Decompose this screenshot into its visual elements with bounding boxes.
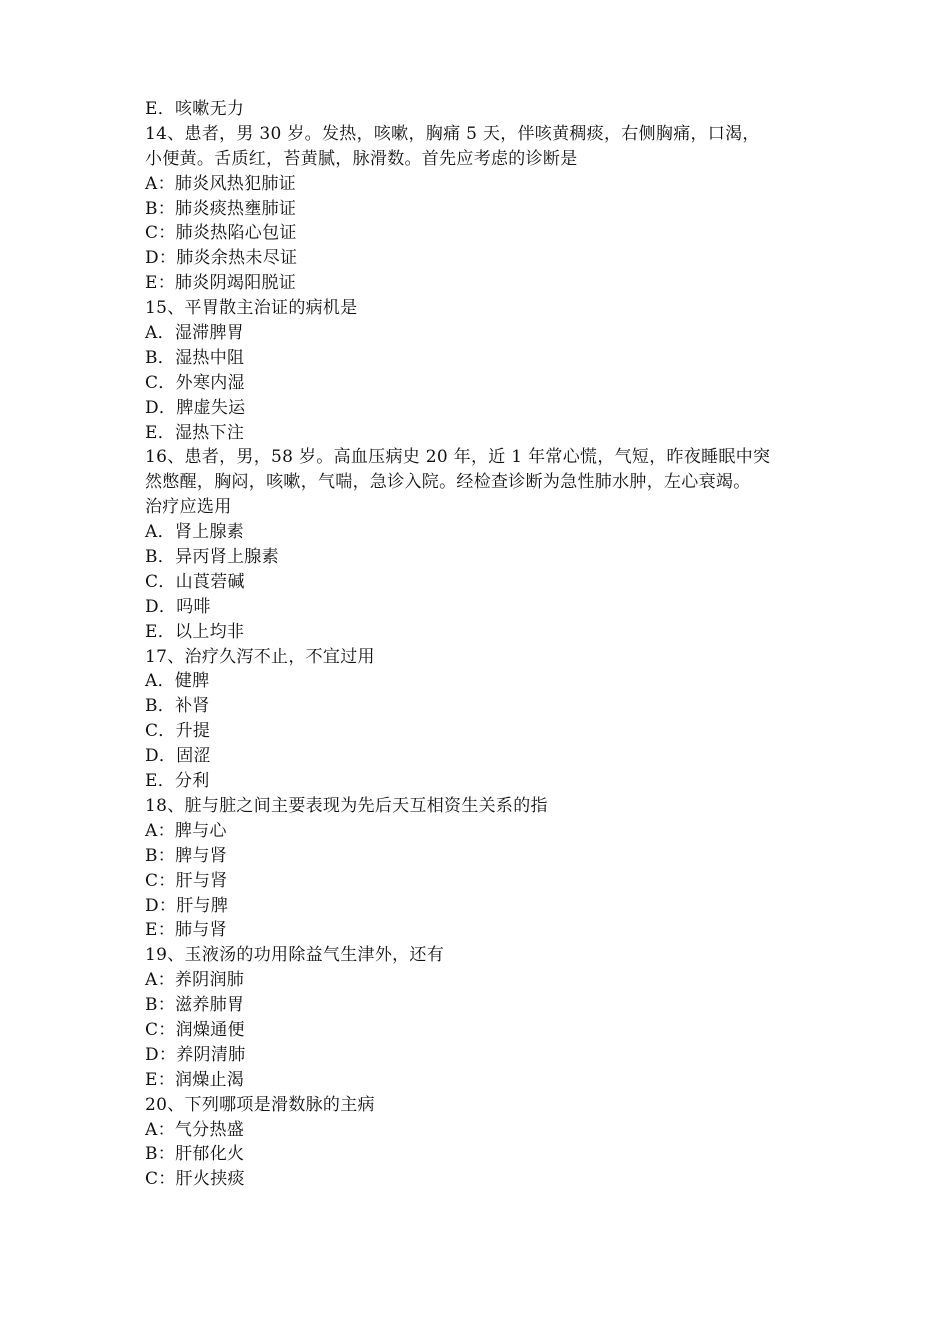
answer-option: E：润燥止渴 bbox=[145, 1069, 245, 1090]
answer-option: E．咳嗽无力 bbox=[145, 99, 245, 119]
answer-option: A：脾与心 bbox=[145, 820, 227, 841]
question-line: 治疗应选用 bbox=[145, 497, 232, 518]
question-line: 19、玉液汤的功用除益气生津外，还有 bbox=[145, 945, 445, 966]
answer-option: D：肝与脾 bbox=[145, 895, 229, 916]
answer-option: E：肺炎阴竭阳脱证 bbox=[145, 273, 297, 294]
answer-option: C：肺炎热陷心包证 bbox=[145, 223, 297, 244]
question-line: 15、平胃散主治证的病机是 bbox=[145, 298, 358, 319]
answer-option: C：肝与肾 bbox=[145, 870, 228, 891]
question-stem bbox=[145, 943, 815, 968]
answer-option: B．湿热中阻 bbox=[145, 347, 245, 368]
answer-option: B：肺炎痰热壅肺证 bbox=[145, 198, 297, 219]
answer-option: A：肺炎风热犯肺证 bbox=[145, 173, 296, 194]
answer-option: D．脾虚失运 bbox=[145, 397, 246, 418]
answer-option: C．山莨菪碱 bbox=[145, 571, 245, 592]
document-page bbox=[145, 97, 815, 1192]
question-line: 18、脏与脏之间主要表现为先后天互相资生关系的指 bbox=[145, 795, 548, 816]
question-line: 然憋醒，胸闷，咳嗽，气喘，急诊入院。经检查诊断为急性肺水肿，左心衰竭。 bbox=[145, 472, 751, 493]
question-stem bbox=[145, 794, 815, 819]
answer-option: A．湿滞脾胃 bbox=[145, 323, 245, 344]
answer-option: B：滋养肺胃 bbox=[145, 995, 245, 1016]
question-stem bbox=[145, 645, 815, 670]
answer-option: C．外寒内湿 bbox=[145, 372, 245, 393]
answer-option: B．异丙肾上腺素 bbox=[145, 547, 279, 568]
answer-option: C：润燥通便 bbox=[145, 1019, 245, 1040]
answer-option: C．升提 bbox=[145, 721, 211, 742]
question-stem bbox=[145, 296, 815, 321]
answer-option: A：养阴润肺 bbox=[145, 970, 245, 991]
question-line: 14、患者，男 30 岁。发热，咳嗽，胸痛 5 天，伴咳黄稠痰，右侧胸痛，口渴， bbox=[145, 123, 760, 144]
answer-option: E．分利 bbox=[145, 771, 210, 792]
answer-option: D．吗啡 bbox=[145, 596, 211, 617]
answer-option: E．以上均非 bbox=[145, 621, 245, 642]
question-stem bbox=[145, 122, 815, 172]
answer-option: A．肾上腺素 bbox=[145, 522, 245, 543]
answer-option: B：脾与肾 bbox=[145, 845, 227, 866]
answer-option: B．补肾 bbox=[145, 696, 210, 717]
question-line: 16、患者，男，58 岁。高血压病史 20 年，近 1 年常心慌，气短，昨夜睡眠中突 bbox=[145, 447, 771, 468]
answer-option: B：肝郁化火 bbox=[145, 1144, 245, 1165]
answer-option: C：肝火挟痰 bbox=[145, 1169, 245, 1190]
question-line: 20、下列哪项是滑数脉的主病 bbox=[145, 1094, 375, 1115]
question-stem bbox=[145, 445, 815, 520]
answer-option: D：肺炎余热未尽证 bbox=[145, 248, 298, 269]
question-stem bbox=[145, 1093, 815, 1118]
question-line: 17、治疗久泻不止，不宜过用 bbox=[145, 646, 375, 667]
question-line: 小便黄。舌质红，苔黄腻，脉滑数。首先应考虑的诊断是 bbox=[145, 148, 578, 169]
answer-option: D：养阴清肺 bbox=[145, 1044, 246, 1065]
answer-option: D．固涩 bbox=[145, 746, 211, 767]
answer-option: E：肺与肾 bbox=[145, 920, 227, 941]
answer-option: A：气分热盛 bbox=[145, 1119, 245, 1140]
answer-option: A．健脾 bbox=[145, 671, 210, 692]
answer-option: E．湿热下注 bbox=[145, 422, 245, 443]
